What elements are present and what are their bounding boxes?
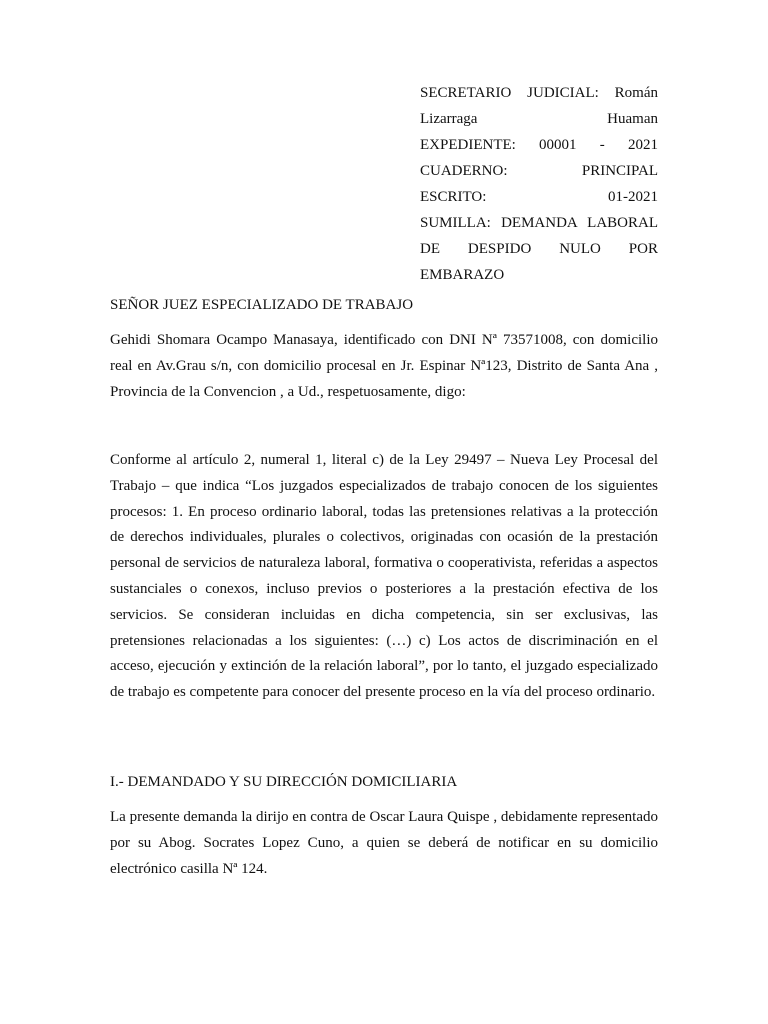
intro-paragraph: Gehidi Shomara Ocampo Manasaya, identificado con DNI Nª 73571008, con domicilio real en Av.Grau s/n, con domicilio procesal en Jr. Espinar Nª123, Distrito de Santa Ana , Provincia de la Convencion , a Ud., respetuosamente, digo: — [110, 332, 658, 400]
competence-paragraph: Conforme al artículo 2, numeral 1, literal c) de la Ley 29497 – Nueva Ley Procesal del Trabajo – que indica “Los juzgados especializados de trabajo conocen de los siguientes procesos: 1. En proceso ordinario laboral, todas las pretensiones relativas a la protección de derechos individuales, plurales o colectivos, originadas con ocasión de la prestación personal de servicios de naturaleza laboral, formativa o cooperativista, referidas a aspectos sustanciales o conexos, incluso previos o posteriores a la prestación efectiva de los servicios. Se consideran incluidas en dicha competencia, sin ser exclusivas, las pretensiones relacionadas a los siguientes: (…) c) Los actos de discriminación en el acceso, ejecución y extinción de la relación laboral”, por lo tanto, el juzgado especializado de trabajo es competente para conocer del presente proceso en la vía del proceso ordinario. — [110, 452, 658, 701]
case-header — [420, 80, 658, 288]
expediente-line: EXPEDIENTE: 00001 - 2021 — [420, 137, 658, 153]
escrito-line: ESCRITO: 01-2021 — [420, 189, 658, 205]
addressee: SEÑOR JUEZ ESPECIALIZADO DE TRABAJO — [110, 297, 414, 313]
defendant-paragraph: La presente demanda la dirijo en contra de Oscar Laura Quispe , debidamente representado por su Abog. Socrates Lopez Cuno, a quien se deberá de notificar en su domicilio electrónico casilla Nª 124. — [110, 809, 658, 877]
sumilla-line: SUMILLA: DEMANDA LABORAL DE DESPIDO NULO POR EMBARAZO — [420, 215, 658, 283]
cuaderno-line: CUADERNO: PRINCIPAL — [420, 163, 658, 179]
secretario-line: SECRETARIO JUDICIAL: Román Lizarraga Huaman — [420, 85, 658, 127]
section-title: I.- DEMANDADO Y SU DIRECCIÓN DOMICILIARIA — [110, 774, 458, 790]
